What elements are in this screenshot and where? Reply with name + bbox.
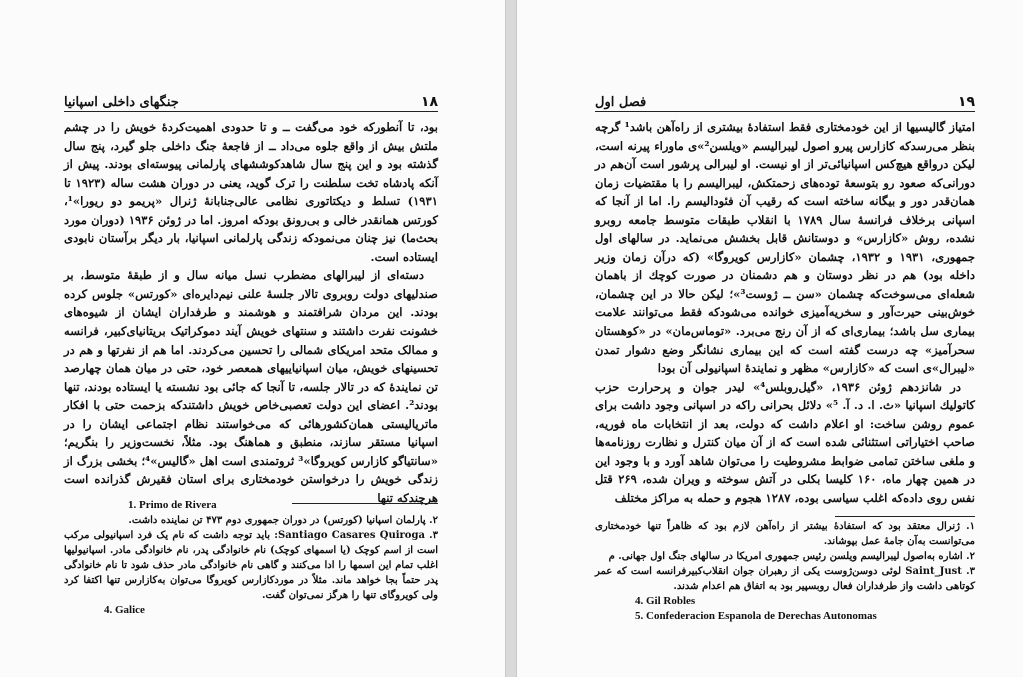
right-page-header	[595, 92, 975, 110]
footnote: Santiago Casares Quiroga .۳: باید توجه داشت که نام یک فرد اسپانیولی مرکب است از اسم کوچک (یا اسمهای کوچک) نام خانوادگی پدر، نام خانوادگی مادر. اسپانیولیها اغلب تمام این اسمها را ادا می‌کنند و گاهی نام خانوادگی مادر حذف شود تا نام خانوادگی پدر حتماً بجا خواهد ماند. مثلاً در موردکازارس کویروگا می‌توان به‌کازارس تنها اکتفا کرد ولی کویروگای تنها را هرگز نمی‌توان گفت.	[64, 530, 439, 601]
left-page-header	[64, 92, 438, 110]
header-rule	[595, 111, 975, 112]
footnote: ۲. پارلمان اسپانیا (کورتس) در دوران جمهوری دوم ۴۷۳ تن نماینده داشت.	[128, 515, 438, 526]
paragraph: بود، تا آنطورکه خود می‌گفت ــ و تا حدودی اهمیت‌کردهٔ خویش را در چشم ملتش بیش از واقع جلوه می‌داد ــ از فاجعهٔ جنگ داخلی جلو گیرد، پنج سال گذشته بود و این پنج سال شاهدکوششهای پارلمانی پیوسته‌ای بودند. پیش از آنکه پادشاه تخت سلطنت را ترک گوید، یعنی در دوران هشت ساله (۱۹۲۳ تا ۱۹۳۱) تسلط و دیکتاتوری نظامی عالی‌جنابانهٔ ژنرال «پریمو دو ریورا»¹، کورتس همانقدر خالی و بی‌رونق بودکه امروز. اما در ژوئن ۱۹۳۶ (دوران مورد بحث‌ما) نیز چنان می‌نمودکه زندگی پارلمانی اسپانیا، بار دیگر برآستان نابودی ایستاده است.	[64, 120, 438, 264]
footnote: 5. Confederacion Espanola de Derechas Autonomas	[635, 610, 877, 622]
running-title: فصل اول	[595, 95, 647, 110]
paragraph: دسته‌ای از لیبرالهای مضطرب نسل میانه سال و از طبقهٔ متوسط، بر صندلیهای دولت روبروی تالار جلسهٔ علنی نیم‌دایره‌ای «کورتس» جلوس کرده بودند. این مردان شرافتمند و هوشمند و طرفداران ایشان از شیوه‌های خشونت نفرت داشتند و سنتهای خویش آیند دموکراتیک بریتانیای‌کبیر، فرانسه و ممالک متحد امریکای شمالی را تحسین می‌کردند. اما هم از نفرتها و هم در تحسینهای خویش، میان اسپانیاییهای همعصر خود، حتی در میان همان چهارصد تن نمایندهٔ که در تالار جلسه، تا آنجا که جائی بود نشسته یا ایستاده بودند، تنها بودند². اعضای این دولت تعصبی‌خاص خویش داشتندکه بزحمت حتی با افکار ماتریالیستی همان‌کشورهائی که می‌خواستند نظام اجتماعی ایشان را در اسپانیا مستقر سازند، منطبق و هماهنگ بود. مثلاً، نخست‌وزیر را بنگریم؛ «سانتیاگو کازارس کویروگا»³ ثروتمندی است اهل «گالیس»⁴؛ بخشی بزرگ از زندگی خویش را درخواستن خودمختاری برای استان فقیرش گذرانده است هرچندکه تنها	[64, 268, 438, 505]
header-rule	[64, 111, 438, 112]
footnote: ۱. ژنرال معتقد بود که استفادهٔ بیشتر از راه‌آهن لازم بود که ظاهراً تنها خودمختاری می‌توانست به‌آن جامهٔ عمل بپوشاند.	[595, 521, 975, 547]
running-title: جنگهای داخلی اسپانیا	[64, 95, 179, 110]
footnote-rule	[835, 516, 975, 517]
footnote: Saint_Just .۳ لوئی دوسن‌ژوست یکی از رهبران جوان انقلاب‌کبیرفرانسه است که عمر کوتاهی داشت واز طرفداران فعال روبسپیر بود به اتفاق هم اعدام شدند.	[595, 566, 975, 592]
page-number: ۱۹	[957, 94, 975, 110]
book-gutter	[506, 0, 516, 677]
paragraph: در شانزدهم ژوئن ۱۹۳۶، «گیل‌روبلس⁴» لیدر جوان و پرحرارت حزب کاتولیك اسپانیا «ث. ا. د. آ. ⁵» دلائل بحرانی راکه در اسپانی وجود داشت برای عموم روشن ساخت: او اعلام داشت که دولت، بعد از انتخابات ماه فوریه، صاحب اختیاراتی استثنائی شده است که از آن میان کنترل و نظارت روزنامه‌ها و ملغی ساختن تمامی ضوابط مشروطیت را می‌توان شاهد آورد و با وجود این در همین چهار ماه، ۱۶۰ کلیسا بکلی در آتش سوخته و ویران شده، ۲۶۹ قتل نفس روی داده‌که اغلب سیاسی بوده، ۱۲۸۷ هجوم و حمله به مراکز مختلف	[595, 379, 976, 505]
left-page	[0, 0, 506, 677]
page-number: ۱۸	[420, 94, 438, 110]
left-page-footnotes	[64, 498, 438, 618]
footnote: 4. Gil Robles	[635, 595, 696, 607]
right-page	[516, 0, 1023, 677]
left-page-body	[64, 118, 438, 507]
right-page-footnotes	[595, 519, 975, 624]
paragraph: امتیاز گالیسیها از این خودمختاری فقط استفادهٔ بیشتری از راه‌آهن باشد¹ گرچه بنظر می‌رسدکه کازارس پیرو اصول لیبرالیسم «ویلسن²»ی ماوراء پیرنه است، لیکن درواقع هیچ‌کس اسپانیائی‌تر از او نیست. او لیبرالی پرشور است آن‌هم در دورانی‌که صعود رو بتوسعهٔ توده‌های زحمتکش، لیبرالیسم را با مقتضیات زمان همان‌قدر دور و بیگانه ساخته است که رقیب آن فئودالیسم را. اما از آنجا که اسپانی برخلاف فرانسهٔ سال ۱۷۸۹ با انقلاب طبقات متوسط جامعه روبرو نشده، روش «کازارس» و دوستانش قابل بخشش می‌نماید. در سالهای اول جمهوری، ۱۹۳۱ و ۱۹۳۲، چشمان «کازارس کویروگا» (که درآن زمان وزیر داخله بود) هم در نظر دوستان و هم دشمنان در صورت کوچك از باهمان شعله‌ای می‌سوخت‌که چشمان «سن ــ ژوست³»؛ لیکن حالا در این چشمان، خوش‌بینی حیرت‌آور و سخریه‌آمیزی خوانده می‌شودکه فقط می‌توانند علامت بیماری سل باشد؛ بیماری‌ای که از آن رنج می‌برد. «توماس‌مان» در «کوهستان سحرآمیز» چه درست گفته است که این بیماری نشانگر وضع دشوار تمدن «لیبرال»ی است که «کازارس» مظهر و نمایندهٔ اسپانیولی آن بودا	[595, 120, 975, 376]
footnote: ۲. اشاره به‌اصول لیبرالیسم ویلسن رئیس جمهوری امریکا در سالهای جنگ اول جهانی. م	[608, 551, 975, 562]
footnote: 4. Galice	[104, 604, 145, 616]
right-page-body	[595, 118, 975, 507]
footnote: 1. Primo de Rivera	[128, 499, 217, 511]
